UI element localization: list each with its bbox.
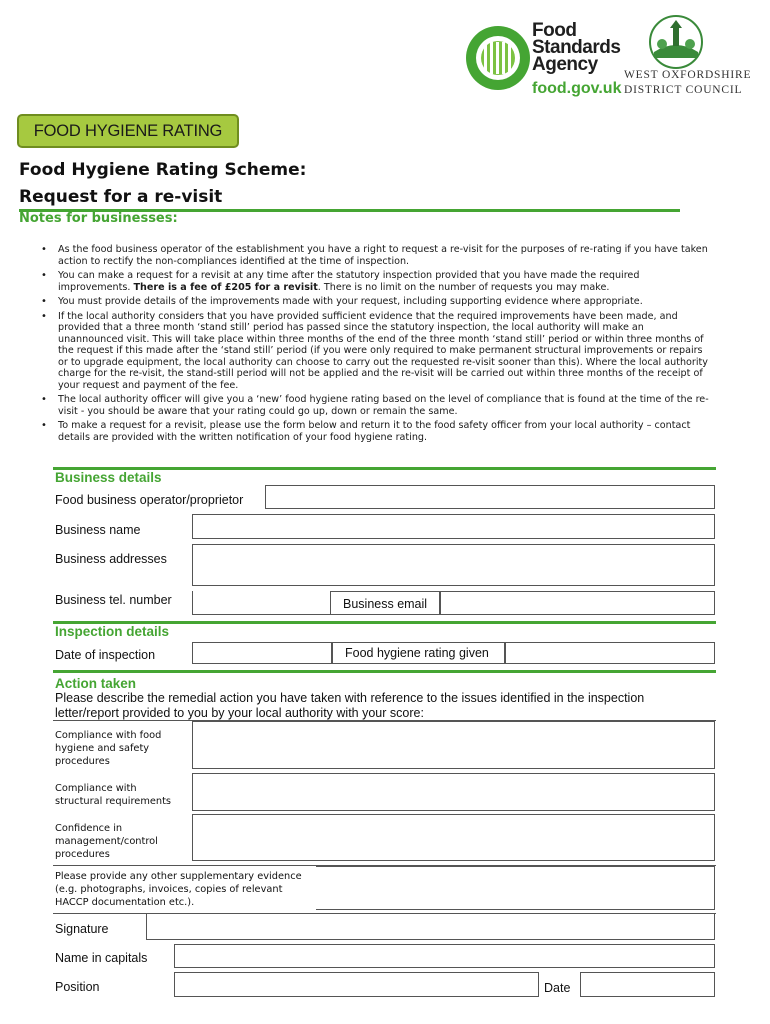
food-hygiene-rating-badge: FOOD HYGIENE RATING	[17, 114, 239, 148]
inspection-date-label: Date of inspection	[55, 648, 156, 662]
supplementary-evidence-label: Please provide any other supplementary evidence (e.g. photographs, invoices, copies of relevant HACCP documentation etc.).	[55, 871, 302, 908]
page-title: Food Hygiene Rating Scheme: Request for a re-visit	[19, 160, 307, 207]
list-item: • As the food business operator of the establishment you have a right to request a re-visit for the purposes of re-rating if you have taken action to rectify the non-compliances identified at the time of inspection.	[58, 244, 710, 267]
council-emblem-icon	[640, 14, 712, 70]
fee-text: There is a fee of £205 for a revisit	[133, 281, 318, 293]
list-item: • To make a request for a revisit, please use the form below and return it to the food safety officer from your local authority – contact details are provided with the written notification of your food hygiene rating.	[58, 420, 710, 443]
operator-label: Food business operator/proprietor	[55, 493, 244, 507]
rating-given-label: Food hygiene rating given	[345, 646, 489, 660]
action-heading: Action taken	[55, 676, 137, 691]
compliance-hygiene-field[interactable]	[192, 721, 715, 769]
list-item	[58, 270, 710, 293]
confidence-management-field[interactable]	[192, 814, 715, 861]
list-item: • The local authority officer will give you a ‘new’ food hygiene rating based on the level of compliance that is found at the time of the re-visit - you should be aware that your rating could go up, down or remain the same.	[58, 394, 710, 417]
rating-given-field[interactable]	[505, 642, 715, 664]
list-item: • You must provide details of the improvements made with your request, including supporting evidence where appropriate.	[58, 296, 710, 308]
compliance-hygiene-label: Compliance with food hygiene and safety procedures	[55, 730, 162, 767]
operator-field[interactable]	[265, 485, 715, 509]
signature-label: Signature	[55, 922, 109, 936]
supplementary-evidence-field[interactable]	[316, 866, 715, 910]
business-email-field[interactable]	[440, 591, 715, 615]
business-address-label: Business addresses	[55, 552, 167, 566]
business-heading: Business details	[55, 470, 162, 485]
business-name-label: Business name	[55, 523, 141, 537]
position-label: Position	[55, 980, 100, 994]
date-label: Date	[544, 981, 571, 995]
position-field[interactable]	[174, 972, 539, 997]
signature-field[interactable]	[146, 914, 715, 940]
name-capitals-field[interactable]	[174, 944, 715, 968]
business-tel-field[interactable]	[192, 591, 330, 615]
business-email-label-cell	[330, 591, 440, 615]
name-capitals-label: Name in capitals	[55, 951, 148, 965]
fsa-name: Food Standards Agency	[532, 20, 621, 75]
note-text: . There is no limit on the number of requests you may make.	[317, 281, 610, 293]
action-divider	[53, 670, 716, 673]
council-name: WEST OXFORDSHIRE DISTRICT COUNCIL	[624, 69, 752, 96]
confidence-management-label: Confidence in management/control procedures	[55, 823, 158, 860]
rating-label-cell	[332, 642, 505, 664]
list-item: • If the local authority considers that you have provided sufficient evidence that the required improvements have been made, and provided that a three month ‘stand still’ period has passed since the statutory inspection, the local authority will make an unannounced visit. This will take place within three months of the end of the three month ‘stand still’ period or within three months of the request if this made after the ‘stand still’ period (if you were only required to make permanent structural improvements or repairs or to upgrade equipment, the local authority can choose to carry out the requested re-visit sooner than this). Where the local authority charge for the re-visit, the stand-still period will not be applied and the re-visit will be carried out within three months of the receipt of your request and payment of the fee.	[58, 311, 710, 392]
business-email-label: Business email	[343, 597, 428, 611]
note-text: You can make a request for a revisit at any time after the statutory inspection provided that you have made the required improvements.	[58, 270, 640, 293]
compliance-structural-field[interactable]	[192, 773, 715, 811]
notes-heading: Notes for businesses:	[19, 211, 178, 226]
notes-list	[58, 244, 710, 446]
inspection-heading: Inspection details	[55, 624, 170, 639]
action-intro: Please describe the remedial action you have taken with reference to the issues identified in the inspection letter/report provided to you by your local authority with your score:	[55, 691, 645, 720]
business-name-field[interactable]	[192, 514, 715, 539]
compliance-structural-label: Compliance with structural requirements	[55, 783, 172, 807]
inspection-date-field[interactable]	[192, 642, 332, 664]
business-address-field[interactable]	[192, 544, 715, 586]
date-field[interactable]	[580, 972, 715, 997]
business-tel-label: Business tel. number	[55, 593, 172, 607]
fsa-url: food.gov.uk	[532, 80, 622, 97]
